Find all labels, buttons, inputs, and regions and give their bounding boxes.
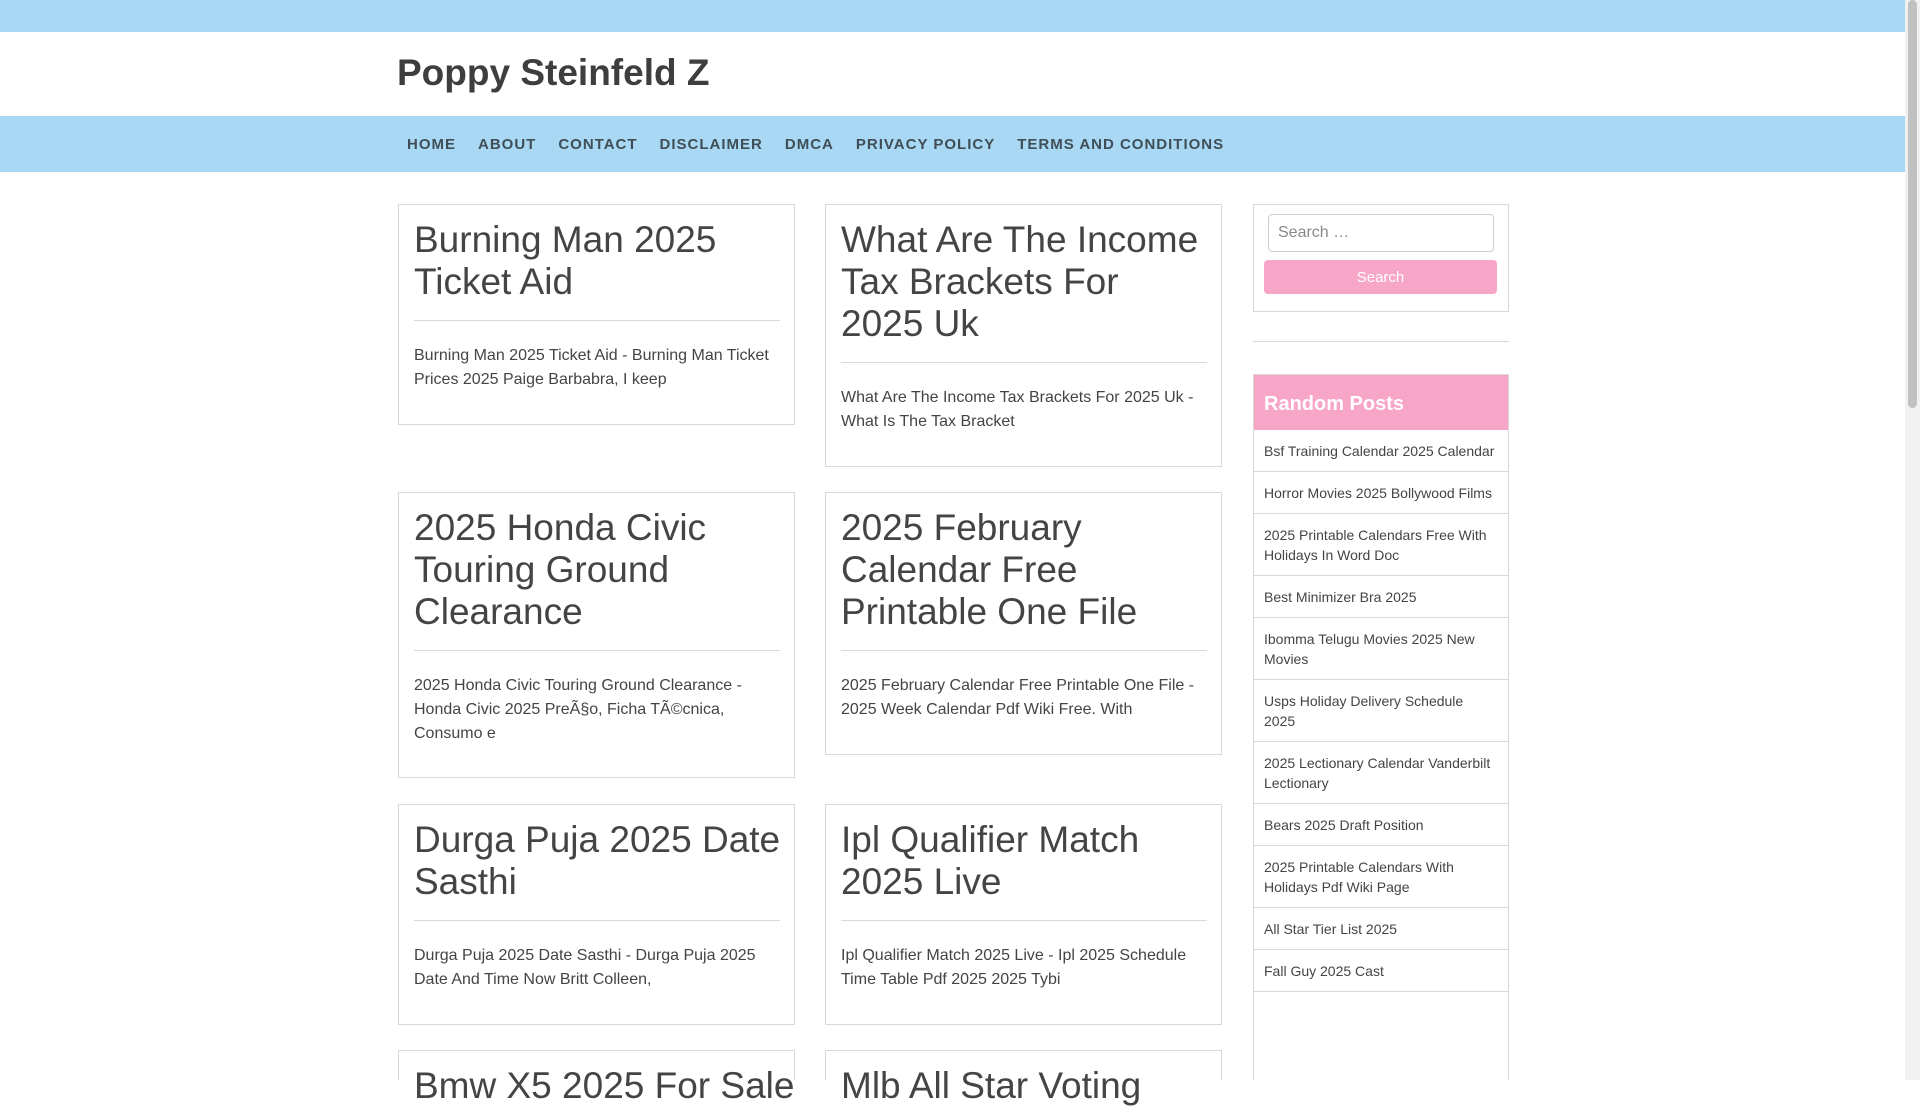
post-card xyxy=(825,1050,1222,1106)
top-strip xyxy=(0,0,1905,32)
random-posts-list xyxy=(1254,430,1508,992)
page-scrollbar[interactable] xyxy=(1905,0,1920,1080)
random-post-link[interactable]: Best Minimizer Bra 2025 xyxy=(1254,576,1508,618)
post-title[interactable]: Bmw X5 2025 For Sale xyxy=(414,1065,795,1106)
post-excerpt: What Are The Income Tax Brackets For 2025 Uk - What Is The Tax Bracket xyxy=(841,389,1194,430)
random-post-link[interactable]: Bears 2025 Draft Position xyxy=(1254,804,1508,846)
post-title[interactable]: What Are The Income Tax Brackets For 2025 Uk xyxy=(841,219,1199,344)
post-card xyxy=(398,804,795,1025)
divider xyxy=(841,650,1207,651)
search-input[interactable] xyxy=(1268,214,1494,252)
nav-terms-and-conditions[interactable]: TERMS AND CONDITIONS xyxy=(1017,135,1225,153)
post-title[interactable]: 2025 Honda Civic Touring Ground Clearance xyxy=(414,507,707,632)
nav-contact[interactable]: CONTACT xyxy=(558,135,638,153)
random-post-link[interactable]: 2025 Printable Calendars With Holidays Pdf Wiki Page xyxy=(1254,846,1508,908)
random-post-link[interactable]: Bsf Training Calendar 2025 Calendar xyxy=(1254,430,1508,472)
random-post-link[interactable]: Ibomma Telugu Movies 2025 New Movies xyxy=(1254,618,1508,680)
post-excerpt: 2025 February Calendar Free Printable One File - 2025 Week Calendar Pdf Wiki Free. With xyxy=(841,677,1195,718)
random-post-link[interactable]: All Star Tier List 2025 xyxy=(1254,908,1508,950)
post-excerpt: Burning Man 2025 Ticket Aid - Burning Man Ticket Prices 2025 Paige Barbabra, I keep xyxy=(414,347,769,388)
nav-dmca[interactable]: DMCA xyxy=(784,135,834,153)
main-nav xyxy=(0,116,1905,172)
scrollbar-thumb[interactable] xyxy=(1908,0,1917,408)
post-title[interactable]: Burning Man 2025 Ticket Aid xyxy=(414,219,717,302)
random-post-link[interactable]: Fall Guy 2025 Cast xyxy=(1254,950,1508,992)
post-excerpt: 2025 Honda Civic Touring Ground Clearance - Honda Civic 2025 PreÃ§o, Ficha TÃ©cnica, Consumo e xyxy=(414,677,742,742)
divider xyxy=(414,650,780,651)
nav-privacy-policy[interactable]: PRIVACY POLICY xyxy=(855,135,996,153)
post-title[interactable]: Ipl Qualifier Match 2025 Live xyxy=(841,819,1140,902)
divider xyxy=(841,362,1207,363)
post-excerpt: Ipl Qualifier Match 2025 Live - Ipl 2025 Schedule Time Table Pdf 2025 2025 Tybi xyxy=(841,947,1187,988)
divider xyxy=(414,920,780,921)
nav-home[interactable]: HOME xyxy=(407,135,456,153)
nav-about[interactable]: ABOUT xyxy=(478,135,537,153)
random-posts-heading: Random Posts xyxy=(1254,375,1508,430)
site-header xyxy=(0,32,1905,116)
post-excerpt: Durga Puja 2025 Date Sasthi - Durga Puja 2025 Date And Time Now Britt Colleen, xyxy=(414,947,756,988)
site-title[interactable]: Poppy Steinfeld Z xyxy=(397,52,710,93)
post-card xyxy=(398,204,795,425)
random-post-link[interactable]: 2025 Lectionary Calendar Vanderbilt Lectionary xyxy=(1254,742,1508,804)
sidebar-divider xyxy=(1253,341,1509,342)
search-widget xyxy=(1253,204,1509,312)
post-card xyxy=(825,204,1222,467)
post-title[interactable]: Durga Puja 2025 Date Sasthi xyxy=(414,819,781,902)
random-post-link[interactable]: Horror Movies 2025 Bollywood Films xyxy=(1254,472,1508,514)
divider xyxy=(414,320,780,321)
post-card xyxy=(398,1050,795,1106)
random-post-link[interactable]: Usps Holiday Delivery Schedule 2025 xyxy=(1254,680,1508,742)
post-card xyxy=(398,492,795,778)
post-title[interactable]: 2025 February Calendar Free Printable One File xyxy=(841,507,1138,632)
random-post-link[interactable]: 2025 Printable Calendars Free With Holidays In Word Doc xyxy=(1254,514,1508,576)
nav-disclaimer[interactable]: DISCLAIMER xyxy=(659,135,763,153)
post-card xyxy=(825,492,1222,755)
divider xyxy=(841,920,1207,921)
post-card xyxy=(825,804,1222,1025)
search-button[interactable]: Search xyxy=(1264,260,1497,294)
random-posts-widget xyxy=(1253,374,1509,1080)
post-title[interactable]: Mlb All Star Voting xyxy=(841,1065,1142,1106)
